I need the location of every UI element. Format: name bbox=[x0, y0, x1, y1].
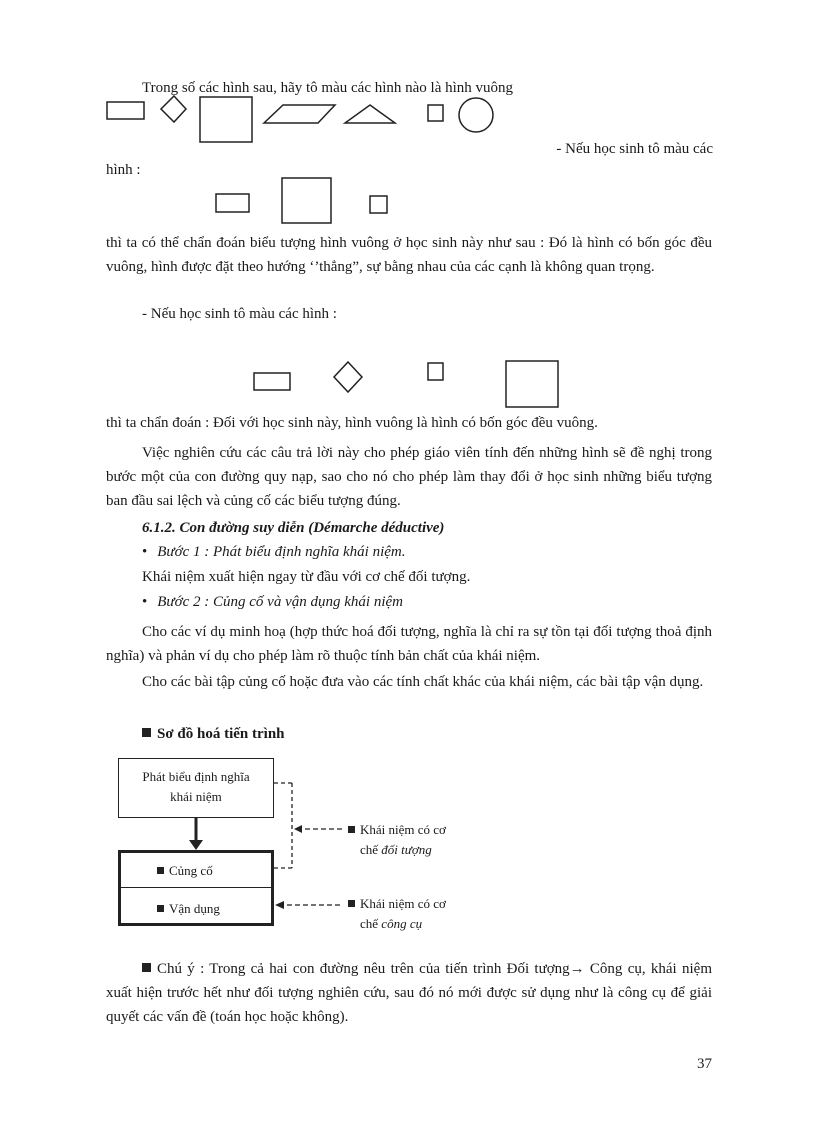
shapes-row-1 bbox=[100, 94, 510, 146]
small-square-shape bbox=[428, 105, 443, 121]
rectangle-shape bbox=[254, 373, 290, 390]
exercises-paragraph: Cho các bài tập củng cố hoặc đưa vào các tính chất khác của khái niệm, các bài tập vận dụng. bbox=[142, 674, 704, 690]
note-1-italic: đối tượng bbox=[381, 842, 432, 857]
examples-paragraph: Cho các ví dụ minh hoạ (hợp thức hoá đối tượng, nghĩa là chỉ ra sự tồn tại đối tượng thoả định nghĩa) và phản ví dụ cho phép làm rõ thuộc tính bản chất của khái niệm. bbox=[106, 624, 712, 664]
small-square-shape bbox=[370, 196, 387, 213]
box-define-line-1: Phát biểu định nghĩa bbox=[142, 769, 250, 784]
case2-lead: - Nếu học sinh tô màu các hình : bbox=[142, 306, 337, 322]
shapes-row-2 bbox=[210, 174, 400, 226]
step-1-text: Khái niệm xuất hiện ngay từ đầu với cơ chế đối tượng. bbox=[142, 569, 471, 585]
case2-conclusion: thì ta chẩn đoán : Đối với học sinh này, hình vuông là hình có bốn góc đều vuông. bbox=[106, 415, 598, 431]
note-1-prefix: chế bbox=[360, 842, 382, 857]
square-bullet-icon bbox=[157, 867, 164, 874]
case1-conclusion: thì ta có thể chẩn đoán biểu tượng hình vuông ở học sinh này như sau : Đó là hình có bốn góc đều vuông, hình được đặt theo hướng ‘’thẳng”, sự bằng nhau của các cạnh là không quan trọng. bbox=[106, 235, 712, 275]
research-paragraph: Việc nghiên cứu các câu trả lời này cho phép giáo viên tính đến những hình sẽ đề nghị trong bước một của con đường quy nạp, sao cho nó cho phép làm thay đổi ở học sinh những biểu tượng ban đầu sai lệch và củng cố các biểu tượng đúng. bbox=[106, 445, 712, 509]
step-1-label: Bước 1 : Phát biểu định nghĩa khái niệm. bbox=[157, 544, 406, 560]
square-bullet-icon bbox=[348, 826, 355, 833]
note-1-line-1: Khái niệm có cơ bbox=[360, 822, 446, 837]
rectangle-shape bbox=[107, 102, 144, 119]
case1-lead-a: - Nếu học sinh tô màu các bbox=[556, 141, 713, 157]
square-bullet-icon bbox=[142, 963, 151, 972]
large-square-shape bbox=[506, 361, 558, 407]
bullet-icon: • bbox=[142, 544, 148, 560]
bullet-icon: • bbox=[142, 594, 148, 610]
note-paragraph-text: Chú ý : Trong cả hai con đường nêu trên của tiến trình Đối tượng→ Công cụ, khái niệm xuất hiện trước hết như đối tượng nghiên cứu, sau đó nó mới được sử dụng như là công cụ để giải quyết các vấn đề (toán học hoặc không). bbox=[106, 961, 712, 1025]
square-bullet-icon bbox=[157, 905, 164, 912]
rotated-square-shape bbox=[161, 96, 186, 122]
box-apply-label: Vận dụng bbox=[169, 901, 220, 916]
square-bullet-icon bbox=[348, 900, 355, 907]
small-square-shape bbox=[428, 363, 443, 380]
box-apply bbox=[157, 899, 220, 919]
large-square-shape bbox=[282, 178, 331, 223]
left-arrow-icon bbox=[275, 901, 284, 909]
diagram-heading-text: Sơ đồ hoá tiến trình bbox=[157, 726, 285, 742]
box-consolidate-label: Củng cố bbox=[169, 863, 213, 878]
page-number: 37 bbox=[697, 1056, 712, 1072]
note-2-prefix: chế bbox=[360, 916, 382, 931]
parallelogram-shape bbox=[264, 105, 335, 123]
diagram-heading bbox=[142, 722, 285, 746]
circle-shape bbox=[459, 98, 493, 132]
triangle-shape bbox=[345, 105, 395, 123]
large-square-shape bbox=[200, 97, 252, 142]
step-1 bbox=[142, 540, 406, 564]
box-consolidate bbox=[157, 861, 213, 881]
rotated-square-shape bbox=[334, 362, 362, 392]
note-2-line-1: Khái niệm có cơ bbox=[360, 896, 446, 911]
step-2 bbox=[142, 590, 403, 614]
shapes-row-3 bbox=[248, 356, 568, 412]
case1-lead-b: hình : bbox=[106, 162, 141, 178]
note-object-mechanism bbox=[348, 820, 446, 860]
square-bullet-icon bbox=[142, 728, 151, 737]
down-arrow-icon bbox=[189, 840, 203, 850]
step-2-label: Bước 2 : Củng cố và vận dụng khái niệm bbox=[157, 594, 403, 610]
left-arrow-icon bbox=[294, 825, 302, 833]
rectangle-shape bbox=[216, 194, 249, 212]
note-paragraph bbox=[106, 957, 712, 1029]
section-heading: 6.1.2. Con đường suy diễn (Démarche déductive) bbox=[142, 520, 445, 536]
intro-question: Trong số các hình sau, hãy tô màu các hình nào là hình vuông bbox=[142, 80, 514, 96]
box-divider bbox=[121, 887, 271, 888]
box-define-line-2: khái niệm bbox=[170, 789, 222, 804]
box-consolidate-apply bbox=[118, 850, 274, 926]
note-2-italic: công cụ bbox=[381, 916, 423, 931]
note-tool-mechanism bbox=[348, 894, 446, 934]
